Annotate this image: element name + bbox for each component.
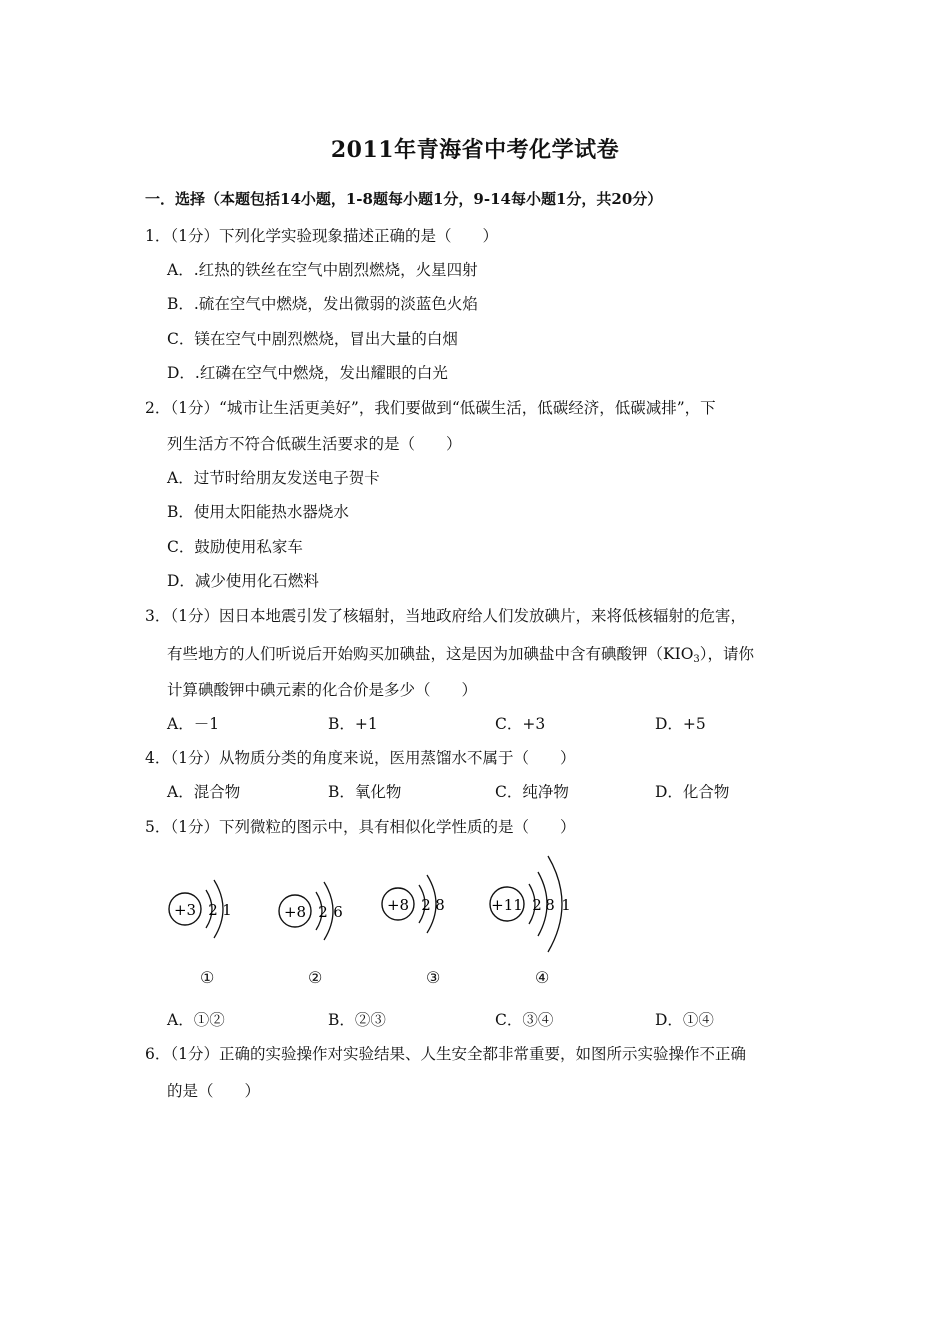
question-3-option-b: B．+1 xyxy=(328,715,378,733)
question-5-option-a: A．①② xyxy=(167,1011,225,1029)
question-4-option-b: B．氧化物 xyxy=(328,783,402,801)
question-3-option-d: D．+5 xyxy=(655,715,706,733)
question-1-option-b: B．.硫在空气中燃烧，发出微弱的淡蓝色火焰 xyxy=(167,295,478,313)
atom-4-shell-1: 2 xyxy=(532,896,542,914)
atom-4-shell-2: 8 xyxy=(545,896,555,914)
question-5-option-b: B．②③ xyxy=(328,1011,386,1029)
question-3-stem-line-2 xyxy=(167,642,754,665)
question-6-stem-line-2: 的是（ ） xyxy=(167,1082,261,1100)
question-4-option-d: D．化合物 xyxy=(655,783,730,801)
question-5-option-c: C．③④ xyxy=(495,1011,554,1029)
atom-label-2: ② xyxy=(308,968,323,987)
atom-3-nucleus: +8 xyxy=(386,896,410,914)
question-2-option-c: C．鼓励使用私家车 xyxy=(167,538,303,556)
question-2-option-a: A．过节时给朋友发送电子贺卡 xyxy=(167,469,380,487)
question-1-option-d: D．.红磷在空气中燃烧，发出耀眼的白光 xyxy=(167,364,448,382)
atom-diagram-3 xyxy=(373,855,463,945)
atom-4-nucleus: +11 xyxy=(491,896,523,914)
question-3-stem-text: 有些地方的人们听说后开始购买加碘盐，这是因为加碘盐中含有碘酸钾（KIO xyxy=(167,645,694,663)
question-2-option-b: B．使用太阳能热水器烧水 xyxy=(167,503,349,521)
atom-label-4: ④ xyxy=(535,968,550,987)
question-4-option-c: C．纯净物 xyxy=(495,783,569,801)
atom-2-shell-1: 2 xyxy=(318,903,328,921)
question-6-stem-line-1: 6．（1分）正确的实验操作对实验结果、人生安全都非常重要，如图所示实验操作不正确 xyxy=(145,1045,746,1063)
atom-3-shell-2: 8 xyxy=(435,896,445,914)
atom-3-shell-1: 2 xyxy=(421,896,431,914)
question-3-stem-text-end: ），请你 xyxy=(699,645,755,663)
section-heading: 一．选择（本题包括14小题，1-8题每小题1分，9-14每小题1分，共20分） xyxy=(145,190,663,208)
question-3-stem-line-1: 3．（1分）因日本地震引发了核辐射，当地政府给人们发放碘片，来将低核辐射的危害， xyxy=(145,607,746,625)
atom-1-nucleus: +3 xyxy=(173,901,197,919)
question-1-option-c: C．镁在空气中剧烈燃烧，冒出大量的白烟 xyxy=(167,330,458,348)
page-title: 2011年青海省中考化学试卷 xyxy=(330,137,620,163)
atom-label-1: ① xyxy=(200,968,215,987)
question-2-stem-line-2: 列生活方不符合低碳生活要求的是（ ） xyxy=(167,435,462,453)
question-3-stem-line-3: 计算碘酸钾中碘元素的化合价是多少（ ） xyxy=(167,681,478,699)
question-1-option-a: A．.红热的铁丝在空气中剧烈燃烧，火星四射 xyxy=(167,261,478,279)
atom-1-shell-2: 1 xyxy=(222,901,232,919)
atom-diagram-2 xyxy=(270,862,360,952)
question-4-option-a: A．混合物 xyxy=(167,783,241,801)
atom-diagram-1 xyxy=(160,860,250,950)
question-5-option-d: D．①④ xyxy=(655,1011,714,1029)
atom-4-shell-3: 1 xyxy=(561,896,571,914)
question-3-option-a: A．－1 xyxy=(167,715,220,733)
atom-diagram-4 xyxy=(482,848,592,948)
atom-2-nucleus: +8 xyxy=(283,903,307,921)
atom-label-3: ③ xyxy=(426,968,441,987)
question-5-stem: 5．（1分）下列微粒的图示中，具有相似化学性质的是（ ） xyxy=(145,818,576,836)
question-4-stem: 4．（1分）从物质分类的角度来说，医用蒸馏水不属于（ ） xyxy=(145,749,576,767)
atom-2-shell-2: 6 xyxy=(333,903,343,921)
question-2-stem-line-1: 2．（1分）“城市让生活更美好”，我们要做到“低碳生活，低碳经济，低碳减排”，下 xyxy=(145,399,716,417)
question-3-option-c: C．+3 xyxy=(495,715,546,733)
atom-1-shell-1: 2 xyxy=(208,901,218,919)
question-1-stem: 1．（1分）下列化学实验现象描述正确的是（ ） xyxy=(145,227,498,245)
question-2-option-d: D．减少使用化石燃料 xyxy=(167,572,319,590)
formula-subscript: 3 xyxy=(693,654,700,665)
